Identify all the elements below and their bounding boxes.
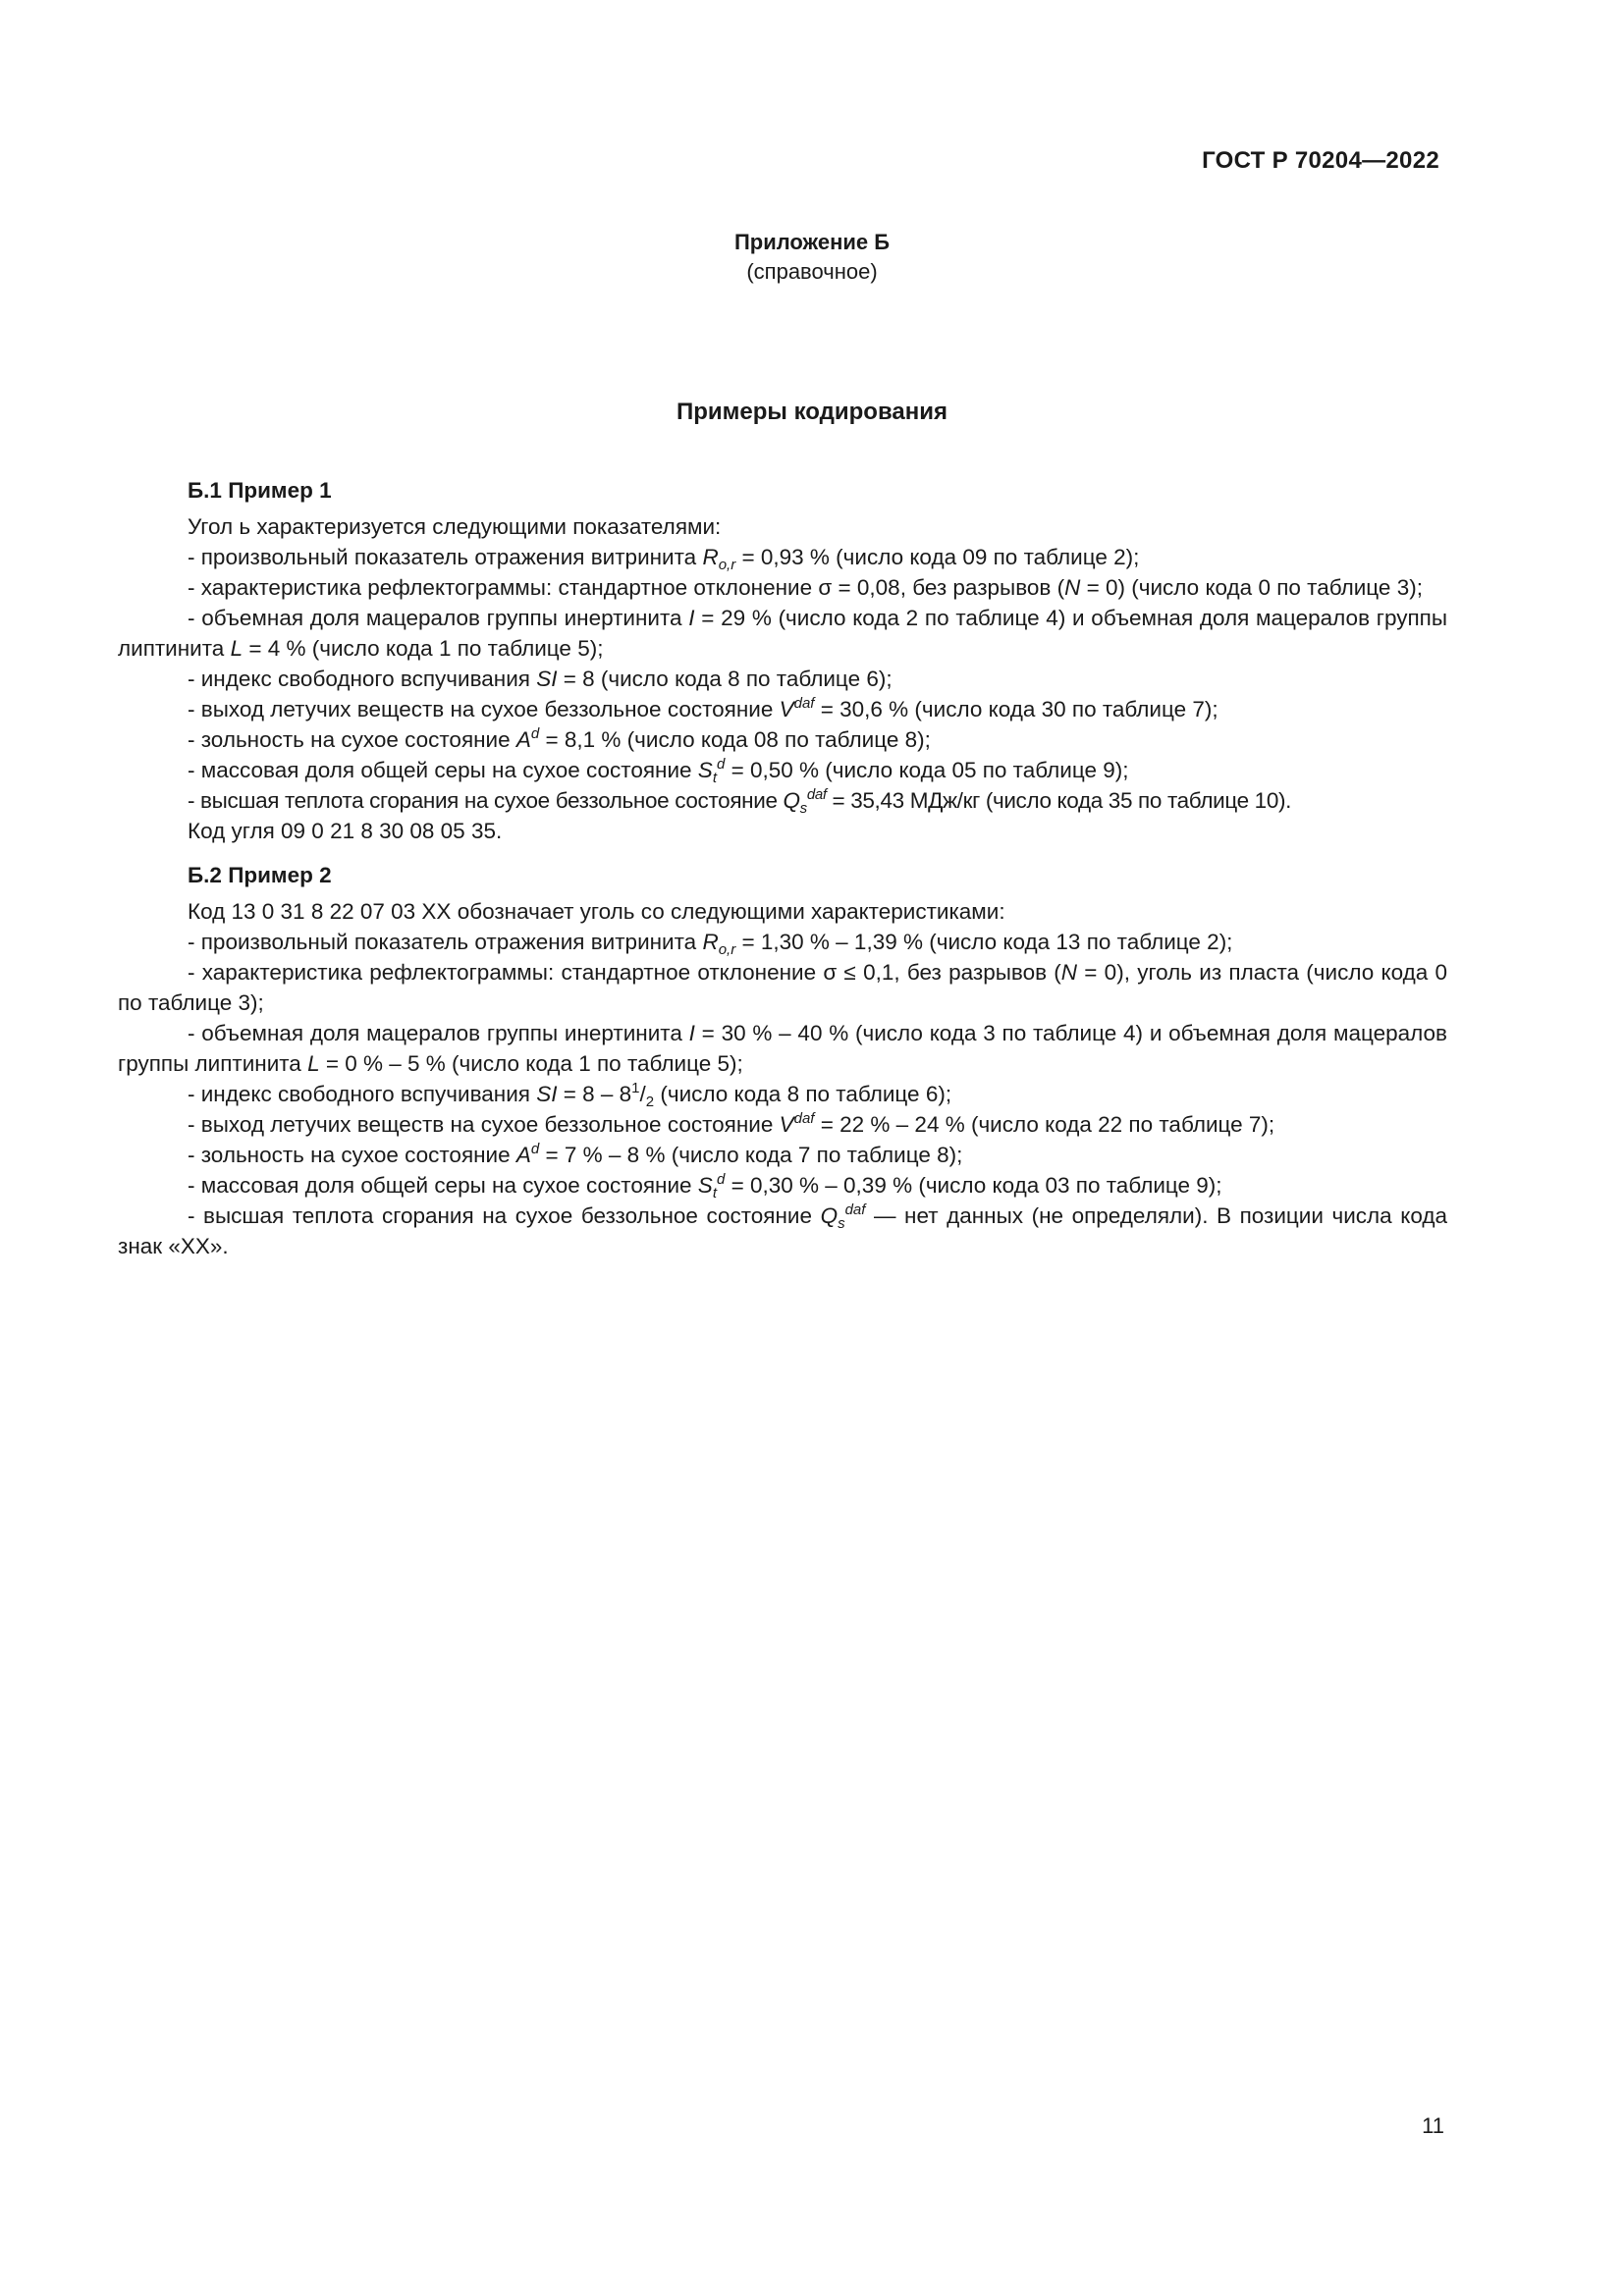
list-item: - выход летучих веществ на сухое беззольное состояние $V^{daf} = 30,6$ % (число кода 30 по таблице 7); — [188, 695, 1218, 721]
list-item: - объемная доля мацералов группы инертинита I = 29 % (число кода 2 по таблице 4) и объемная доля мацералов группы липтинита L = 4 % (число кода 1 по таблице 5); — [118, 606, 1447, 661]
document-body — [118, 475, 1447, 1261]
page-number: 11 — [1422, 2113, 1444, 2138]
list-item: - массовая доля общей серы на сухое состояние $S_t^d = 0,30$ % – 0,39 % (число кода 03 по таблице 9); — [188, 1171, 1222, 1201]
list-item: - массовая доля общей серы на сухое состояние $S_t^d = 0,50$ % (число кода 05 по таблице 9); — [188, 756, 1129, 786]
appendix-heading — [0, 228, 1624, 287]
coal-code-line: Код угля 09 0 21 8 30 08 05 35. — [188, 819, 503, 843]
section-heading: Б.1 Пример 1 — [188, 478, 332, 503]
list-item: - индекс свободного вспучивания SI = $8 - 8^1/_2$ (число кода 8 по таблице 6); — [188, 1080, 952, 1110]
list-item: - высшая теплота сгорания на сухое беззольное состояние $Q_s^{daf}$ — нет данных (не определяли). В позиции числа кода знак «XX». — [118, 1201, 1447, 1258]
list-item: - характеристика рефлектограммы: стандартное отклонение σ ≤ 0,1, без разрывов (N = 0), уголь из пласта (число кода 0 по таблице 3); — [118, 960, 1448, 1015]
page-title: Примеры кодирования — [677, 399, 947, 425]
list-item: - индекс свободного вспучивания SI = 8 (число кода 8 по таблице 6); — [188, 667, 893, 691]
section-example-1 — [118, 475, 1447, 846]
section-example-2 — [118, 860, 1447, 1261]
appendix-title: Приложение Б — [733, 230, 891, 254]
list-item: - высшая теплота сгорания на сухое беззольное состояние $Q_s^{daf} = 35,43$ МДж/кг (число кода 35 по таблице 10). — [188, 786, 1292, 817]
intro-paragraph: Код 13 0 31 8 22 07 03 XX обозначает уголь со следующими характеристиками: — [188, 899, 1005, 924]
list-item: - объемная доля мацералов группы инертинита I = 30 % – 40 % (число кода 3 по таблице 4) и объемная доля мацералов группы липтинита L = 0 % – 5 % (число кода 1 по таблице 5); — [118, 1021, 1447, 1076]
list-item: - выход летучих веществ на сухое беззольное состояние $V^{daf} = 22$ % – 24 % (число кода 22 по таблице 7); — [188, 1110, 1275, 1137]
appendix-subtitle: (справочное) — [746, 259, 878, 284]
list-item: - произвольный показатель отражения витринита $R_{o,r} = 0,93$ % (число кода 09 по таблице 2); — [188, 545, 1140, 573]
intro-paragraph: Угол ь характеризуется следующими показателями: — [188, 514, 722, 539]
section-heading: Б.2 Пример 2 — [188, 863, 332, 887]
list-item: - произвольный показатель отражения витринита $R_{o,r} = 1,30$ % – 1,39 % (число кода 13 по таблице 2); — [188, 930, 1233, 958]
document-code: ГОСТ Р 70204—2022 — [1202, 147, 1439, 174]
list-item: - характеристика рефлектограммы: стандартное отклонение σ = 0,08, без разрывов (N = 0) (число кода 0 по таблице 3); — [188, 575, 1423, 600]
list-item: - зольность на сухое состояние $A^d = 7$ % – 8 % (число кода 7 по таблице 8); — [188, 1141, 963, 1167]
list-item: - зольность на сухое состояние $A^d = 8,1$ % (число кода 08 по таблице 8); — [188, 725, 931, 752]
